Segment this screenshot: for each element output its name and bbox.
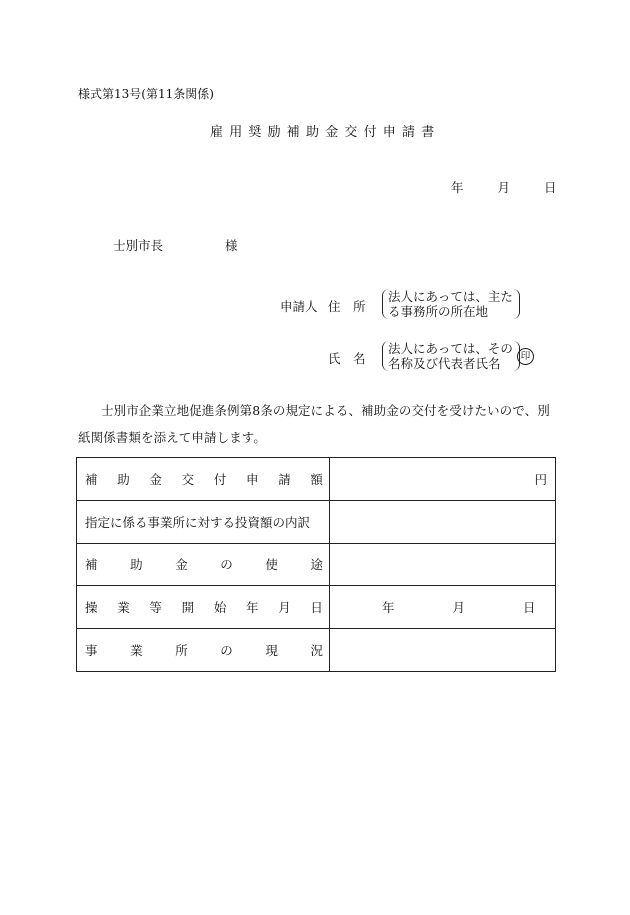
table-row: [77, 586, 556, 629]
label-investment-breakdown: 指定に係る事業所に対する投資額の内訳: [77, 500, 330, 543]
subsidy-use-field[interactable]: [330, 543, 556, 586]
start-day: 日: [522, 600, 536, 616]
form-number: 様式第13号(第11条関係): [78, 87, 214, 101]
name-note: [382, 341, 520, 371]
subsidy-amount-field[interactable]: 円: [330, 458, 556, 501]
spread-label: 操 業 等 開 始 年 月 日: [85, 600, 323, 616]
label-operation-start-date: [77, 586, 330, 629]
table-row: [77, 543, 556, 586]
date-year: 年: [451, 180, 464, 195]
name-label: 氏 名: [328, 351, 366, 366]
table-row: [77, 500, 556, 543]
addressee-name: 士別市長: [113, 238, 164, 253]
application-date: [451, 178, 556, 196]
date-day: 日: [543, 180, 557, 195]
table-row: [77, 629, 556, 672]
seal-mark: 印: [517, 348, 534, 365]
name-note-line2: 名称及び代表者氏名: [388, 356, 501, 371]
spread-label: 事 業 所 の 現 況: [85, 643, 323, 659]
label-subsidy-amount: [77, 458, 330, 501]
business-status-field[interactable]: [330, 629, 556, 672]
operation-start-date-field[interactable]: [330, 586, 556, 629]
document-title: 雇用奨励補助金交付申請書: [210, 125, 441, 140]
start-year: 年: [382, 600, 395, 616]
label-subsidy-use: [77, 543, 330, 586]
address-label: 住 所: [328, 299, 366, 314]
address-note-line2: る事務所の所在地: [388, 304, 489, 319]
applicant-label: 申請人: [280, 299, 318, 314]
date-month: 月: [497, 180, 510, 195]
spread-label: 補 助 金 の 使 途: [85, 557, 323, 573]
table-row: [77, 458, 556, 501]
application-table: [76, 457, 556, 672]
start-month: 月: [452, 600, 465, 616]
addressee-honorific: 様: [225, 238, 238, 253]
investment-breakdown-field[interactable]: [330, 500, 556, 543]
address-note: [382, 289, 520, 319]
name-note-line1: 法人にあっては、その: [388, 341, 513, 356]
address-note-line1: 法人にあっては、主た: [388, 289, 513, 304]
label-business-status: [77, 629, 330, 672]
spread-label: 補 助 金 交 付 申 請 額: [85, 471, 323, 487]
application-statement: 士別市企業立地促進条例第8条の規定による、補助金の交付を受けたいので、別紙関係書類を添えて申請します。: [78, 403, 550, 445]
addressee: [113, 236, 238, 254]
